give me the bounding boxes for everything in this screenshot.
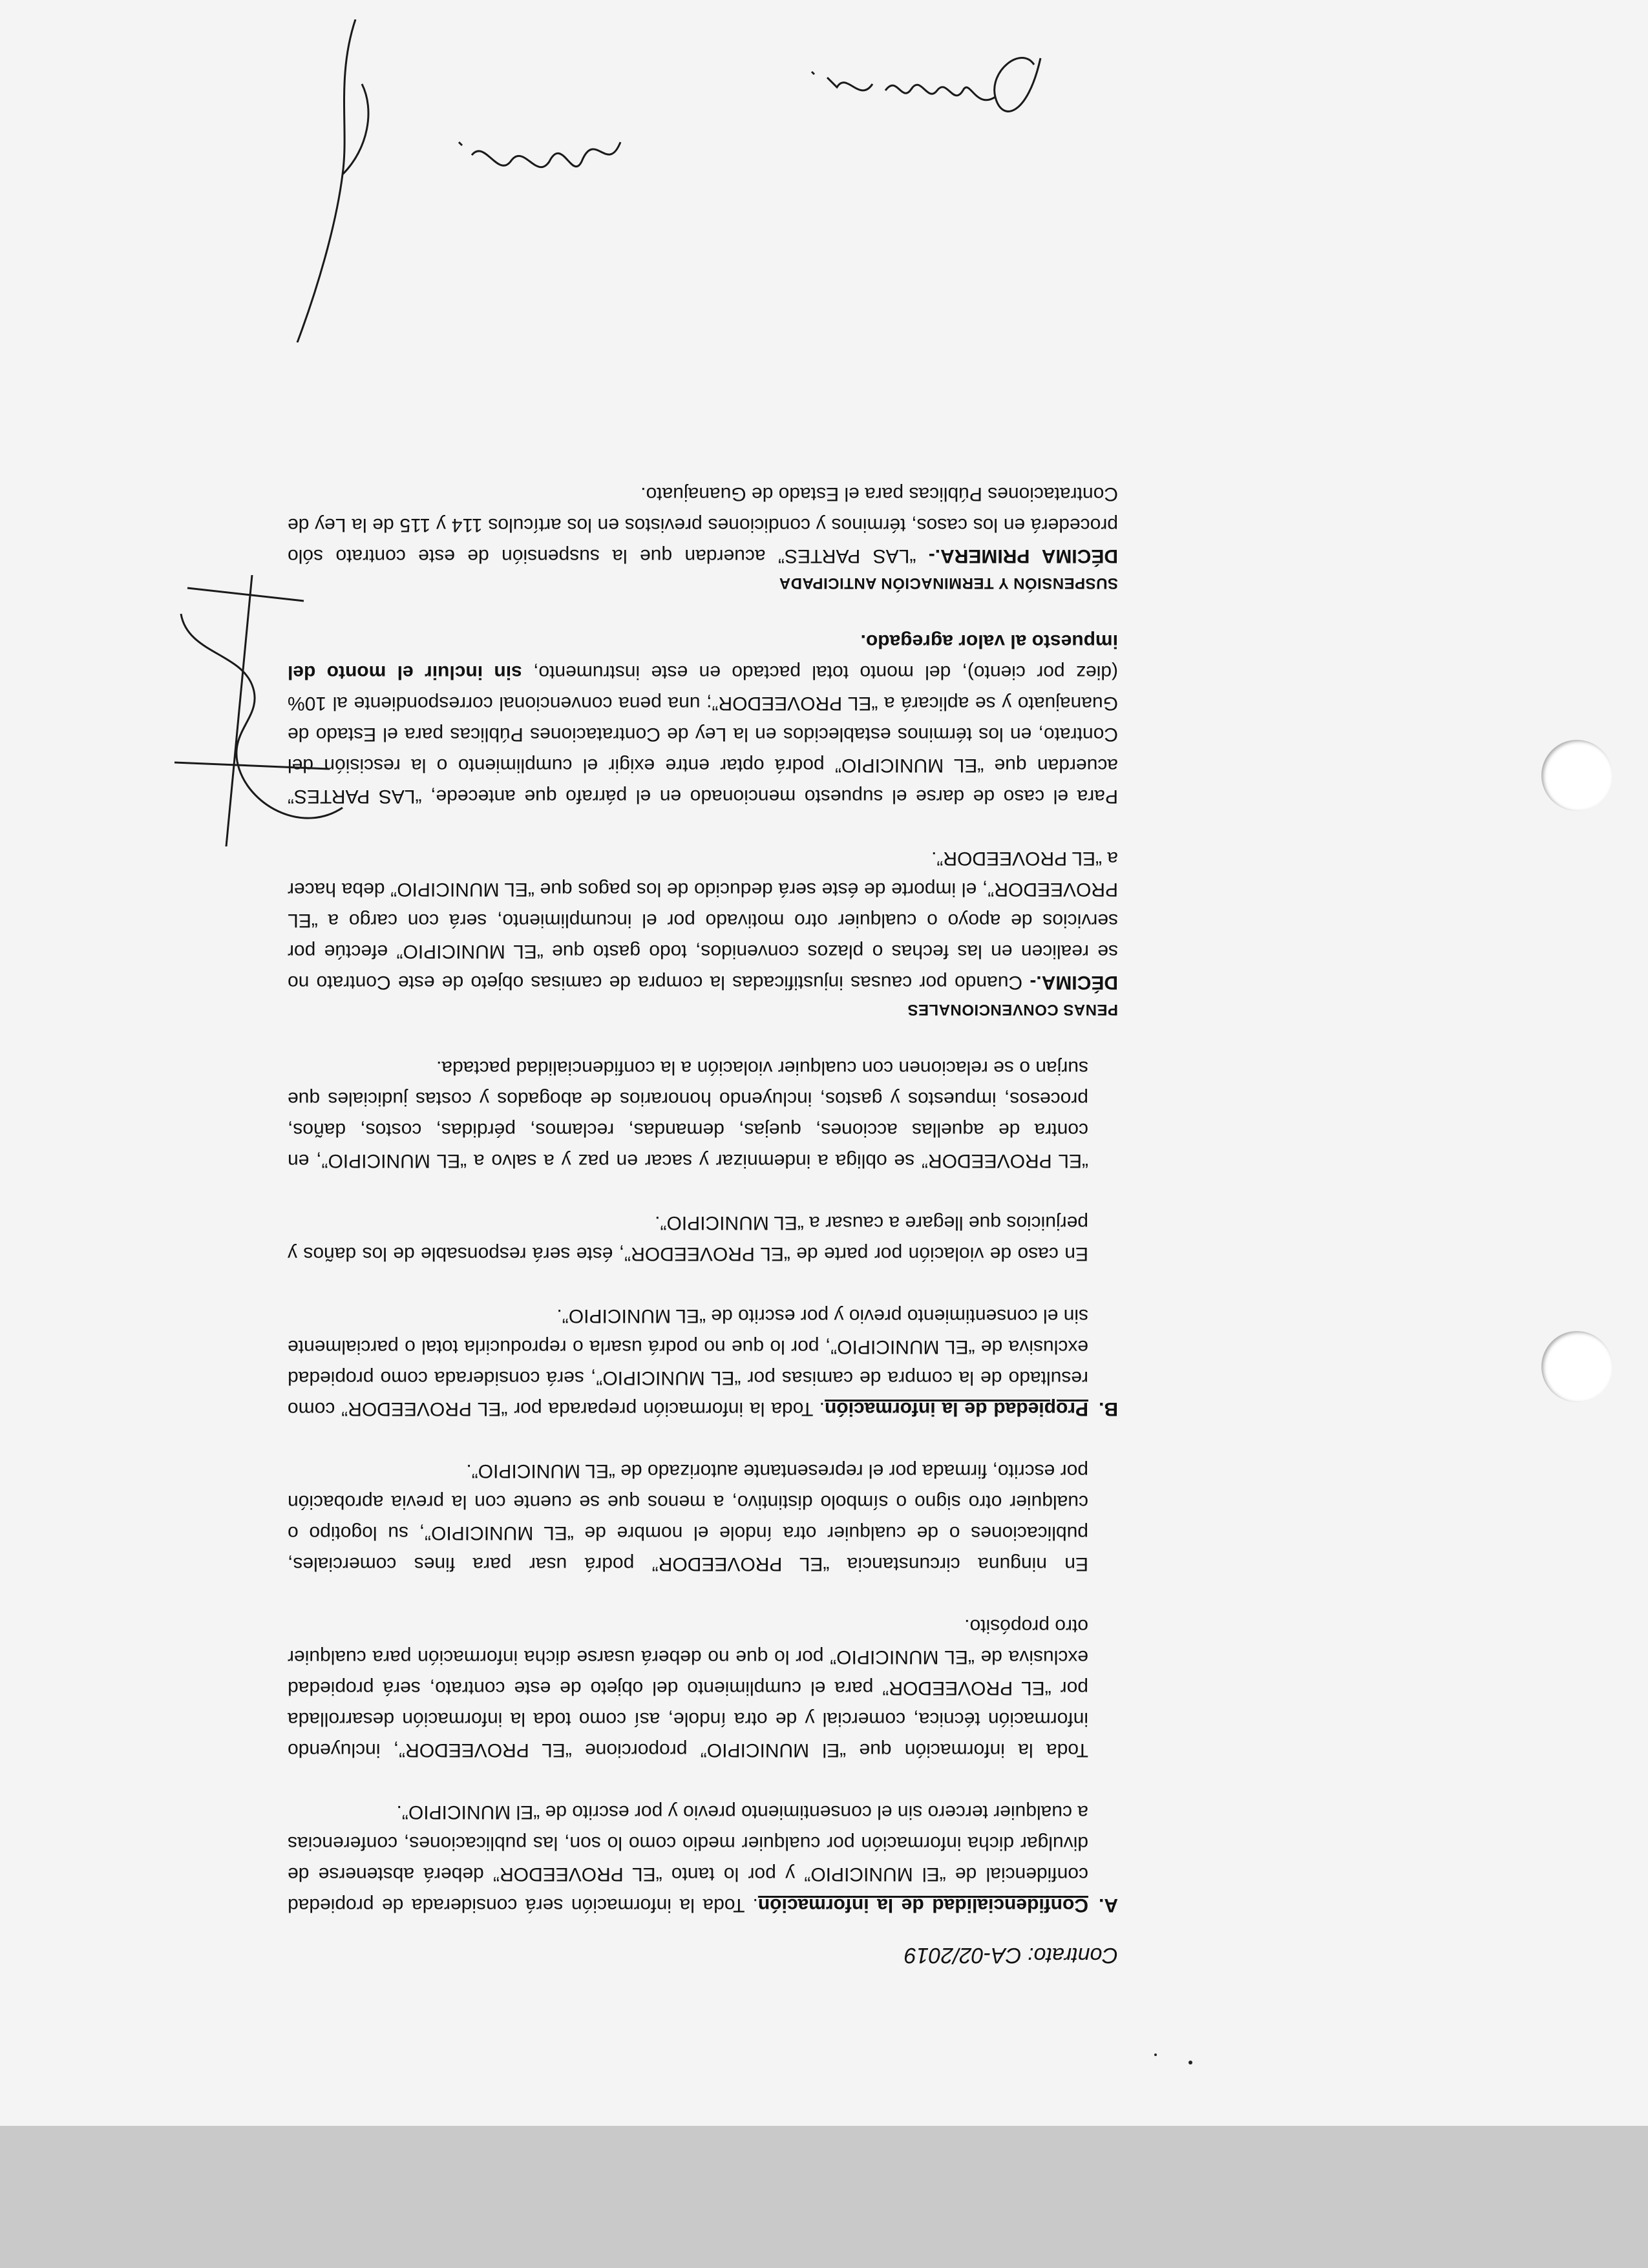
section-a-paragraph-1 [288,1796,1118,1920]
clause-decima-primera-text: “LAS PARTES” acuerdan que la suspensión de este contrato sólo procederá en los casos, términos y condiciones previstos en los artículos 114 y 115 de la Ley de Contrataciones Públicas para el Estado de Guanajuato. [288,483,1118,567]
scan-background [0,2126,1648,2268]
penas-paragraph-2 [288,625,1118,812]
margin-pen-stroke [291,19,394,342]
section-b-paragraph-3: “EL PROVEEDOR” se obliga a indemnizar y sacar en paz y a salvo a “EL MUNICIPIO”, en contra de aquellas acciones, quejas, demandas, reclamos, pérdidas, costos, daños, procesos, impuestos y gastos, incluyendo honorarios de abogados y costas judiciales que surjan o se relacionen con cualquier violación a la confidencialidad pactada. [288,1057,1088,1171]
margin-scribble-mark [162,575,355,846]
section-b-title: Propiedad de la información [824,1398,1088,1420]
section-b-paragraph-1 [288,1300,1118,1424]
section-a-title: Confidencialidad de la información [757,1895,1088,1916]
ink-speck [1188,2061,1192,2064]
section-b-letter: B. [1099,1398,1118,1420]
penas-heading: PENAS CONVENCIONALES [907,1001,1118,1018]
ink-speck [1154,2053,1157,2056]
margin-scribble [162,575,355,846]
margin-stroke-line [291,19,394,342]
suspension-heading: SUSPENSIÓN Y TERMINACIÓN ANTICIPADA [779,574,1118,592]
section-a-letter: A. [1099,1895,1118,1916]
document-body [288,447,1118,1971]
penas-text-2b: sin incluir el monto del impuesto al valor agregado. [288,631,1118,683]
clause-decima-label: DÉCIMA.- [1030,972,1118,993]
section-a-paragraph-3: En ninguna circunstancia “EL PROVEEDOR” podrá usar para fines comerciales, publicaciones o de cualquier otra índole el nombre de “EL MUNICIPIO”, su logotipo o cualquier otro signo o símbolo distintivo, a menos que se cuente con la previa aprobación por escrito, firmada por el representante autorizado de “EL MUNICIPIO”. [288,1460,1088,1575]
punch-hole [1541,740,1612,811]
clause-decima [288,843,1118,998]
punch-hole [1541,1331,1612,1402]
initials-signature [439,110,633,200]
clause-decima-primera-label: DÉCIMA PRIMERA.- [928,545,1118,567]
section-b-text-1: . Toda la información preparada por “EL PROVEEDOR” como resultado de la compra de camisas por “EL MUNICIPIO”, será considerada como propiedad exclusiva de “EL MUNICIPIO”, por lo que no podrá usarla o reproducirla total o parcialmente sin el consentimiento previo y por escrito de “EL MUNICIPIO”. [287,1305,1088,1420]
penas-text-2a: Para el caso de darse el supuesto mencionado en el párrafo que antecede, “LAS PARTES” acuerdan que “EL MUNICIPIO” podrá optar entre exigir el cumplimiento o la rescisión del Contrato, en los términos establecidos en la Ley de Contrataciones Públicas para el Estado de Guanajuato y se aplicará a “EL PROVEEDOR”; una pena convencional correspondiente al 10% (diez por ciento), del monto total pactado en este instrumento, [288,662,1118,807]
section-b-paragraph-2: En caso de violación por parte de “EL PROVEEDOR”, éste será responsable de los daños y perjuicios que llegare a causar a “EL MUNICIPIO”. [288,1212,1088,1265]
contract-reference: Contrato: CA-02/2019 [904,1943,1118,1968]
clause-decima-text: Cuando por causas injustificadas la compra de camisas objeto de este Contrato no se realicen en las fechas o plazos convenidos, todo gasto que “EL MUNICIPIO” efectúe por servicios de apoyo o cualquier otro motivado por el incumplimiento, será con cargo a “EL PROVEEDOR”, el importe de éste será deducido de los pagos que “EL MUNICIPIO” deba hacer a “EL PROVEEDOR”. [288,848,1118,993]
handwritten-note [782,32,1066,136]
section-a-paragraph-2: Toda la información que “El MUNICIPIO” proporcione “EL PROVEEDOR”, incluyendo información técnica, comercial y de otra índole, así como toda la información desarrollada por “EL PROVEEDOR” para el cumplimiento del objeto de este contrato, será propiedad exclusiva de “EL MUNICIPIO” por lo que no deberá usarse dicha información para cualquier otro propósito. [288,1615,1088,1761]
handwritten-initials [439,110,633,200]
clause-decima-primera [288,478,1118,571]
handwritten-note-signature [782,32,1066,136]
section-a-text-1: . Toda la información será considerada de propiedad confidencial de “El MUNICIPIO” y por lo tanto “EL PROVEEDOR” deberá abstenerse de divulgar dicha información por cualquier medio como lo son, las publicaciones, conferencias a cualquier tercero sin el consentimiento previo y por escrito de “El MUNICIPIO”. [288,1801,1088,1916]
